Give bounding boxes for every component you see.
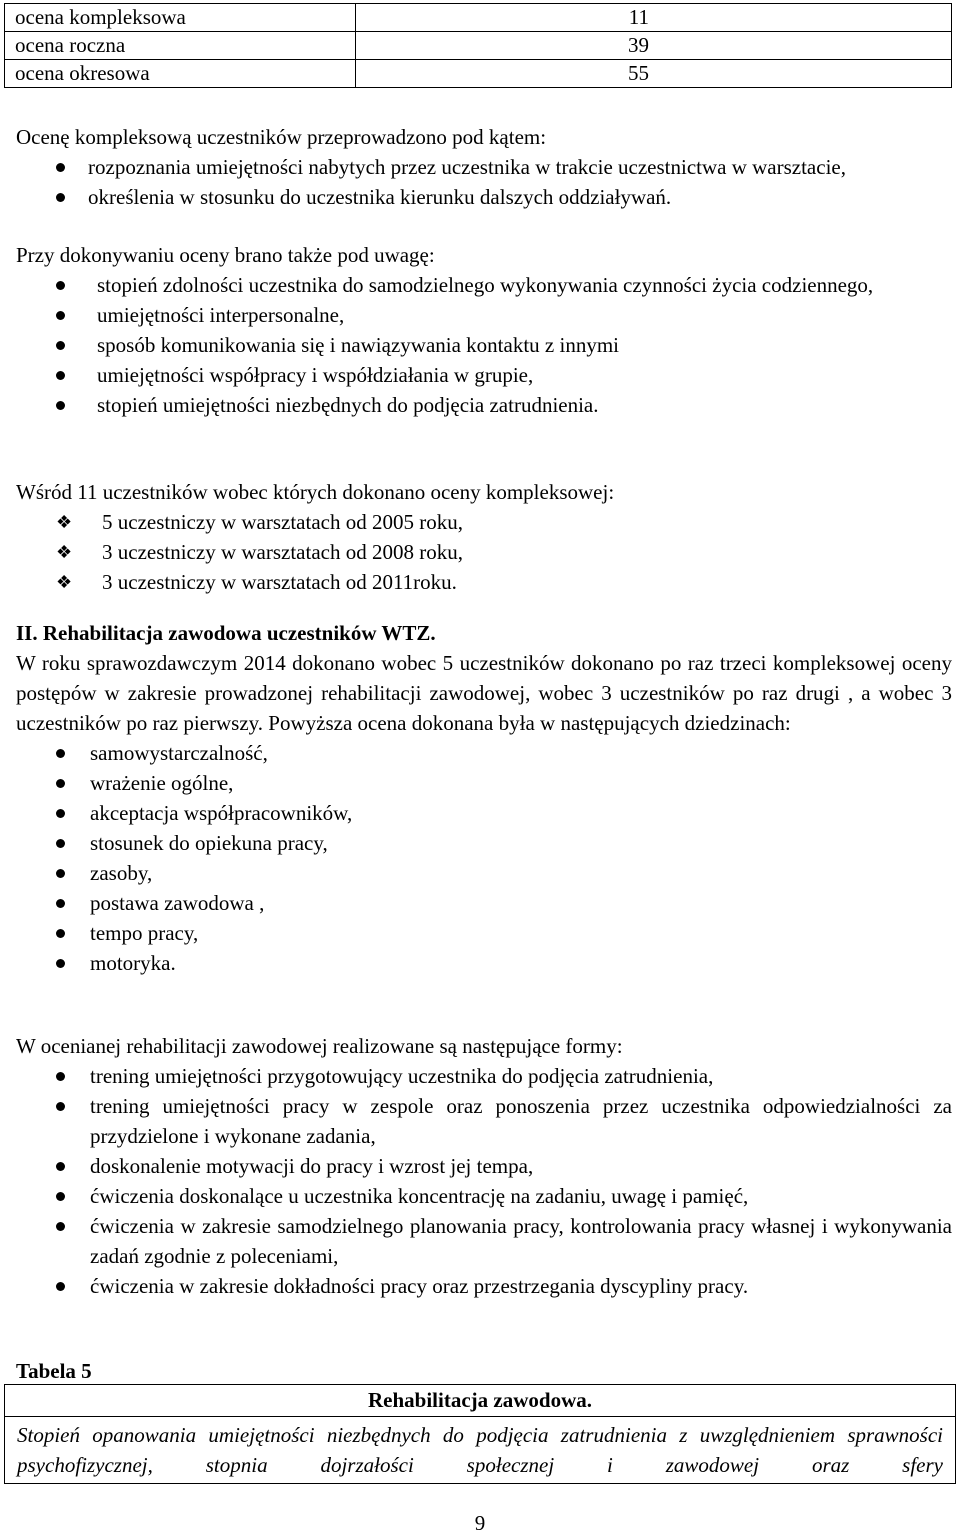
considerations-text: Przy dokonywaniu oceny brano także pod uwagę: [16,243,435,267]
list-item-text: 5 uczestniczy w warsztatach od 2005 roku, [102,510,463,534]
table-header-row [5,1385,956,1417]
list-item [16,507,952,537]
table-row [5,60,952,88]
table-row [5,1417,956,1484]
among-section [16,477,952,597]
considerations-list [16,270,952,420]
intro-section [16,122,952,212]
intro-list [16,152,952,212]
table-cell-label: ocena okresowa [5,60,356,88]
list-item: stopień zdolności uczestnika do samodzielnego wykonywania czynności życia codziennego, [16,270,952,300]
table-cell-value: 11 [356,4,952,32]
list-item [16,537,952,567]
list-item: postawa zawodowa , [16,888,952,918]
list-item: określenia w stosunku do uczestnika kierunku dalszych oddziaływań. [16,182,952,212]
list-item: trening umiejętności pracy w zespole oraz ponoszenia przez uczestnika odpowiedzialności za przydzielone i wykonane zadania, [16,1091,952,1151]
table-row [5,4,952,32]
assessment-counts-table [4,3,952,88]
table-description-cell: Stopień opanowania umiejętności niezbędnych do podjęcia zatrudnienia z uwzględnieniem sprawności psychofizycznej, stopnia dojrzałości społecznej i zawodowej oraz sfery [5,1417,956,1484]
list-item-text: 3 uczestniczy w warsztatach od 2008 roku, [102,540,463,564]
list-item: trening umiejętności przygotowujący uczestnika do podjęcia zatrudnienia, [16,1061,952,1091]
list-item: wrażenie ogólne, [16,768,952,798]
list-item: stopień umiejętności niezbędnych do podjęcia zatrudnienia. [16,390,952,420]
forms-section [16,1031,952,1301]
list-item: akceptacja współpracowników, [16,798,952,828]
page-number: 9 [474,1511,486,1535]
table-cell-label: ocena roczna [5,32,356,60]
diamond-star-icon: ❖ [56,512,73,532]
intro-text: Ocenę kompleksową uczestników przeprowadzono pod kątem: [16,125,547,149]
among-text: Wśród 11 uczestników wobec których dokonano oceny kompleksowej: [16,480,615,504]
areas-list [16,738,952,978]
list-item: ćwiczenia w zakresie dokładności pracy oraz przestrzegania dyscypliny pracy. [16,1271,952,1301]
list-item-text: 3 uczestniczy w warsztatach od 2011roku. [102,570,457,594]
list-item: ćwiczenia doskonalące u uczestnika koncentrację na zadaniu, uwagę i pamięć, [16,1181,952,1211]
list-item: umiejętności interpersonalne, [16,300,952,330]
list-item: zasoby, [16,858,952,888]
list-item: stosunek do opiekuna pracy, [16,828,952,858]
list-item: samowystarczalność, [16,738,952,768]
table-cell-value: 55 [356,60,952,88]
table-header-cell: Rehabilitacja zawodowa. [5,1385,956,1417]
list-item: umiejętności współpracy i współdziałania w grupie, [16,360,952,390]
list-item [16,567,952,597]
forms-text: W ocenianej rehabilitacji zawodowej realizowane są następujące formy: [16,1034,623,1058]
section-paragraph: W roku sprawozdawczym 2014 dokonano wobec 5 uczestników dokonano po raz trzeci kompleksowej oceny postępów w zakresie prowadzonej rehabilitacji zawodowej, wobec 3 uczestników po raz drugi , a wobec 3 uczestników po raz pierwszy. Powyższa ocena dokonana była w następujących dziedzinach: [16,651,952,735]
considerations-section [16,240,952,420]
list-item: ćwiczenia w zakresie samodzielnego planowania pracy, kontrolowania pracy własnej i wykonywania zadań zgodnie z poleceniami, [16,1211,952,1271]
list-item: doskonalenie motywacji do pracy i wzrost jej tempa, [16,1151,952,1181]
list-item: rozpoznania umiejętności nabytych przez uczestnika w trakcie uczestnictwa w warsztacie, [16,152,952,182]
diamond-star-icon: ❖ [56,572,73,592]
table-cell-label: ocena kompleksowa [5,4,356,32]
list-item: motoryka. [16,948,952,978]
rehabilitation-section [16,618,952,978]
table-cell-value: 39 [356,32,952,60]
list-item: tempo pracy, [16,918,952,948]
table-label: Tabela 5 [16,1359,92,1383]
diamond-star-icon: ❖ [56,542,73,562]
section-heading: II. Rehabilitacja zawodowa uczestników WTZ. [16,621,436,645]
table-row [5,32,952,60]
among-list [16,507,952,597]
list-item: sposób komunikowania się i nawiązywania kontaktu z innymi [16,330,952,360]
rehabilitation-table [4,1384,956,1484]
forms-list [16,1061,952,1301]
